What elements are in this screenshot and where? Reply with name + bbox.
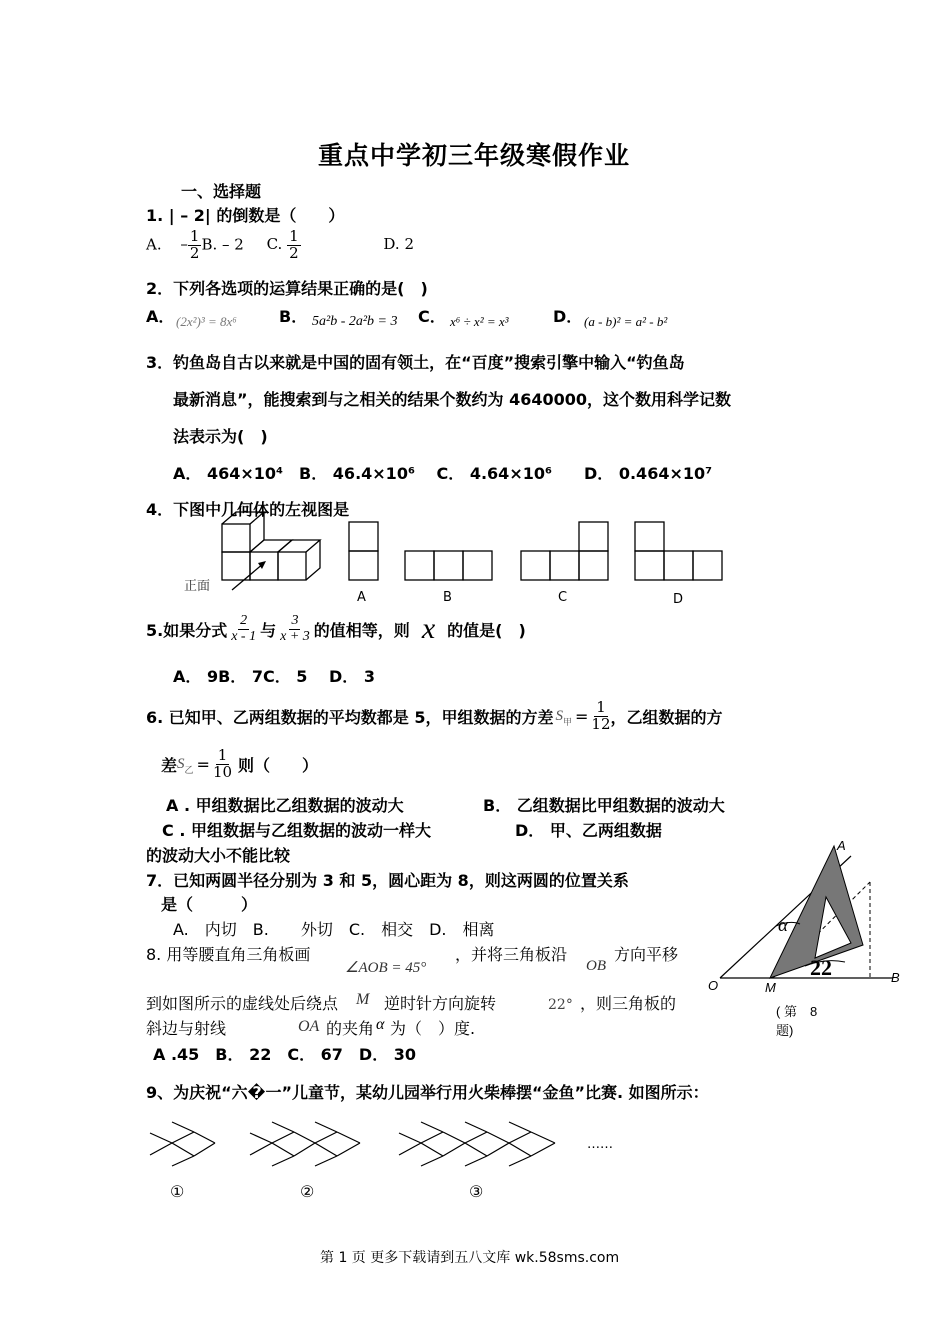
question-3-line-3: 法表示为( ) bbox=[173, 427, 268, 446]
question-2-c-label: C． bbox=[418, 307, 446, 326]
question-7-options: A. 内切 B. 外切 C. 相交 D. 相离 bbox=[173, 920, 495, 939]
q6-text-1: 6. 已知甲、乙两组数据的平均数都是 5，甲组数据的方差 bbox=[146, 707, 554, 727]
q6-variance-2-symbol: S bbox=[177, 755, 185, 772]
q5-variable: x bbox=[421, 612, 436, 645]
question-3-line-1: 3．钓鱼岛自古以来就是中国的固有领土，在“百度”搜索引擎中输入“钓鱼岛 bbox=[146, 353, 685, 372]
question-8-angle-expr: ∠AOB = 45° bbox=[345, 960, 427, 976]
question-8-alpha: α bbox=[376, 1016, 385, 1033]
figure-caption-line-1: ( 第 8 bbox=[776, 1004, 818, 1019]
fish-1 bbox=[150, 1122, 215, 1166]
question-2-a-expr: (2x²)³ = 8x⁶ bbox=[176, 314, 237, 329]
label-alpha: α bbox=[778, 915, 788, 936]
question-8-text-4: 到如图所示的虚线处后绕点 bbox=[146, 994, 339, 1013]
question-6-option-c: C . 甲组数据与乙组数据的波动一样大 bbox=[162, 821, 431, 840]
question-9-stem: 9、为庆祝“六�一”儿童节，某幼儿园举行用火柴棒摆“金鱼”比赛. 如图所示： bbox=[146, 1083, 709, 1102]
question-8-text-8: 的夹角 bbox=[326, 1019, 375, 1038]
q5-fraction-2-denominator: x + 3 bbox=[280, 628, 310, 644]
option-a-numerator: 1 bbox=[189, 227, 200, 245]
question-8-text-1: 8. 用等腰直角三角板画 bbox=[146, 945, 311, 964]
fish-3 bbox=[399, 1122, 555, 1166]
question-6-line-2: 差 S 乙 = $\frac{1}{10}$ 则（ ） bbox=[161, 746, 319, 781]
figure-caption-line-2: 题) bbox=[776, 1023, 794, 1038]
q5-prefix: 5.如果分式 bbox=[146, 620, 228, 640]
question-1-stem: 1. | – 2| 的倒数是（ ） bbox=[146, 206, 345, 225]
question-8-options: A .45 B． 22 C． 67 D． 30 bbox=[153, 1045, 417, 1064]
question-6-option-b: B． 乙组数据比甲组数据的波动大 bbox=[483, 796, 725, 815]
question-6-option-a: A . 甲组数据比乙组数据的波动大 bbox=[166, 796, 404, 815]
q5-suffix-2: 的值是( ) bbox=[447, 620, 526, 640]
label-22: 22 bbox=[810, 955, 832, 980]
question-2-a-label: A． bbox=[146, 307, 175, 326]
option-a-label: A. bbox=[146, 235, 162, 254]
figure-label-2: ② bbox=[300, 1182, 315, 1201]
q6-variance-1-sub: 甲 bbox=[563, 717, 573, 728]
q6-variance-2-sub: 乙 bbox=[184, 765, 194, 776]
question-7-line-2: 是（ ） bbox=[161, 895, 258, 914]
question-4-stem: 4．下图中几何体的左视图是 bbox=[146, 500, 350, 519]
figure-label-3: ③ bbox=[469, 1182, 484, 1201]
question-6-option-d-cont: 的波动大小不能比较 bbox=[146, 846, 291, 865]
option-a-letter: A bbox=[357, 590, 366, 605]
question-2-d-label: D． bbox=[553, 307, 583, 326]
front-view-label: 正面 bbox=[184, 579, 211, 594]
option-d: D. 2 bbox=[383, 235, 414, 254]
option-c-label: C. bbox=[266, 235, 283, 254]
q6-variance-1-denominator: 12 bbox=[591, 714, 611, 733]
q5-mid: 与 bbox=[260, 620, 277, 640]
question-8-ob: OB bbox=[586, 958, 606, 974]
label-a: A bbox=[837, 838, 846, 853]
ellipsis: …… bbox=[587, 1137, 613, 1152]
option-b-letter: B bbox=[443, 590, 452, 605]
question-8-text-6: ，则三角板的 bbox=[580, 994, 677, 1013]
question-8-oa: OA bbox=[298, 1018, 320, 1035]
option-a-denominator: 2 bbox=[189, 243, 200, 262]
label-m: M bbox=[765, 980, 776, 995]
q5-fraction-1-denominator: x - 1 bbox=[231, 628, 257, 644]
option-c-numerator: 1 bbox=[289, 227, 299, 245]
question-8-text-3: 方向平移 bbox=[614, 945, 679, 964]
option-c-denominator: 2 bbox=[289, 243, 299, 262]
question-8-degree: 22° bbox=[548, 997, 573, 1013]
question-7-line-1: 7．已知两圆半径分别为 3 和 5，圆心距为 8，则这两圆的位置关系 bbox=[146, 871, 629, 890]
question-2-c-expr: x⁶ ÷ x² = x³ bbox=[450, 314, 509, 329]
question-3-line-2: 最新消息”，能搜索到与之相关的结果个数约为 4640000，这个数用科学记数 bbox=[173, 390, 732, 409]
q6-text-3: 差 bbox=[161, 755, 178, 775]
label-b: B bbox=[891, 970, 900, 985]
q5-fraction-2-numerator: 3 bbox=[291, 612, 299, 628]
question-5-options: A． 9B． 7C． 5 D． 3 bbox=[173, 667, 375, 686]
question-2-d-expr: (a - b)² = a² - b² bbox=[584, 314, 668, 329]
page-title: 重点中学初三年级寒假作业 bbox=[318, 141, 631, 170]
question-8-m: M bbox=[356, 991, 370, 1008]
q5-suffix-1: 的值相等，则 bbox=[313, 620, 410, 640]
q6-variance-2-denominator: 10 bbox=[212, 762, 233, 781]
q6-text-4: 则（ ） bbox=[238, 755, 319, 775]
label-o: O bbox=[708, 978, 719, 993]
q6-variance-2-numerator: 1 bbox=[217, 746, 228, 764]
question-6-option-d: D． 甲、乙两组数据 bbox=[515, 821, 662, 840]
question-3-options: A． 464×10⁴ B． 46.4×10⁶ C． 4.64×10⁶ D． 0.464×10⁷ bbox=[173, 464, 713, 483]
question-6-line-1: 6. 已知甲、乙两组数据的平均数都是 5，甲组数据的方差 S 甲 = $\frac{1}{12}$ ，乙组数据的方 bbox=[146, 698, 723, 733]
question-8-text-7: 斜边与射线 bbox=[146, 1019, 227, 1038]
question-8-text-2: ，并将三角板沿 bbox=[455, 945, 568, 964]
question-2-b-label: B． bbox=[279, 307, 308, 326]
figure-label-1: ① bbox=[170, 1182, 185, 1201]
q6-variance-1-symbol: S bbox=[555, 707, 563, 724]
section-heading: 一、选择题 bbox=[181, 182, 262, 201]
question-2-stem: 2．下列各选项的运算结果正确的是( ) bbox=[146, 279, 428, 298]
q5-fraction-1-numerator: 2 bbox=[240, 612, 248, 628]
question-8-text-5: 逆时针方向旋转 bbox=[384, 994, 497, 1013]
fish-2 bbox=[250, 1122, 360, 1166]
q6-variance-1-numerator: 1 bbox=[596, 698, 606, 716]
q6-text-2: ，乙组数据的方 bbox=[610, 707, 723, 727]
option-c-letter: C bbox=[558, 590, 568, 605]
page-footer: 第 1 页 更多下载请到五八文库 wk.58sms.com bbox=[320, 1250, 620, 1266]
option-b: B. – 2 bbox=[201, 235, 244, 254]
option-d-letter: D bbox=[673, 592, 684, 607]
question-2-b-expr: 5a²b - 2a²b = 3 bbox=[312, 314, 398, 329]
question-8-text-9: 为（ ）度. bbox=[390, 1019, 476, 1038]
option-a-sign: – bbox=[180, 235, 188, 254]
